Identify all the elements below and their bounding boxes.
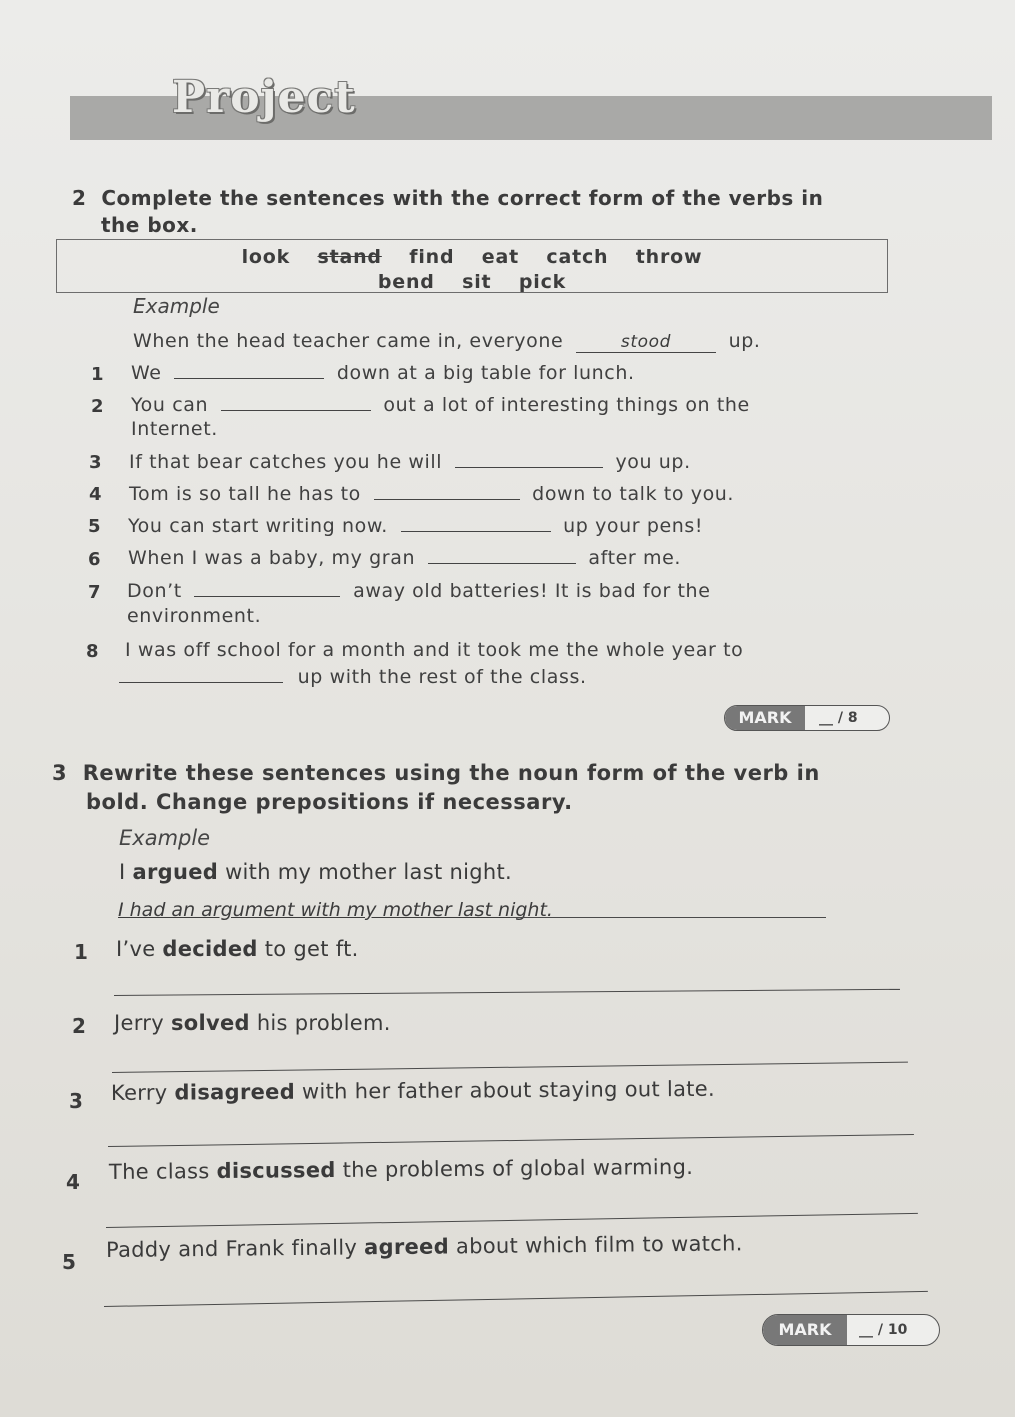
item-number: 2: [72, 1014, 86, 1038]
answer-line[interactable]: [114, 989, 900, 996]
item-number: 7: [88, 582, 101, 603]
verb-box-row-1: [57, 246, 887, 268]
item-number: 3: [89, 452, 102, 473]
exercise-3-instruction: 3 Rewrite these sentences using the noun form of the verb in: [52, 761, 820, 785]
item-sentence-cont: up with the rest of the class.: [119, 666, 587, 688]
exercise-3-number: 3: [52, 761, 68, 785]
item-sentence: Jerry solved his problem.: [114, 1011, 391, 1035]
item-sentence-cont: Internet.: [131, 418, 218, 440]
item-sentence: I was off school for a month and it took me the whole year to: [125, 639, 744, 661]
exercise-2-instruction: 2 Complete the sentences with the correct form of the verbs in: [72, 186, 824, 210]
verb-word: eat: [481, 246, 519, 268]
item-sentence: You can start writing now. up your pens!: [128, 515, 704, 537]
answer-blank[interactable]: [119, 681, 283, 683]
item-sentence: You can out a lot of interesting things on the: [131, 394, 750, 416]
example-label: Example: [133, 294, 220, 318]
handwritten-answer: I had an argument with my mother last night.: [118, 899, 553, 921]
item-sentence: When I was a baby, my gran after me.: [128, 547, 682, 569]
verb-word: bend: [377, 271, 435, 293]
verb-word: look: [241, 246, 291, 268]
mark-label: MARK: [725, 706, 805, 730]
answer-line: [510, 917, 826, 918]
answer-blank[interactable]: [455, 466, 603, 468]
answer-blank[interactable]: [174, 377, 324, 379]
example-label: Example: [119, 826, 211, 850]
item-sentence: Tom is so tall he has to down to talk to you.: [129, 483, 735, 505]
item-number: 5: [88, 516, 101, 537]
example-sentence: I argued with my mother last night.: [119, 860, 512, 884]
item-sentence: If that bear catches you he will you up.: [129, 451, 691, 473]
item-sentence: The class discussed the problems of global warming.: [108, 1154, 694, 1184]
answer-line[interactable]: [106, 1213, 918, 1228]
verb-word: throw: [635, 246, 703, 268]
mark-score: __ / 10: [859, 1322, 908, 1338]
answer-blank[interactable]: [221, 409, 371, 411]
answer-blank[interactable]: [374, 498, 520, 500]
item-sentence-cont: environment.: [127, 605, 262, 627]
mark-box-exercise-2: [724, 705, 890, 731]
item-number: 5: [62, 1250, 76, 1274]
banner-title: Project: [172, 72, 356, 123]
verb-word-crossed: stand: [317, 246, 382, 268]
item-number: 4: [89, 484, 102, 505]
verb-word: catch: [546, 246, 609, 268]
item-sentence: We down at a big table for lunch.: [131, 362, 635, 384]
verb-word: find: [409, 246, 455, 268]
item-number: 8: [86, 641, 99, 662]
answer-blank[interactable]: [401, 530, 551, 532]
item-number: 3: [69, 1089, 83, 1113]
verb-box-row-2: [57, 271, 887, 293]
answer-line[interactable]: [108, 1134, 914, 1147]
answer-blank[interactable]: [428, 562, 576, 564]
verb-word: pick: [518, 271, 567, 293]
item-number: 6: [88, 549, 101, 570]
exercise-2-instruction-line2: the box.: [101, 213, 198, 237]
handwritten-answer: stood: [620, 332, 671, 352]
answer-blank[interactable]: [194, 595, 340, 597]
mark-box-exercise-3: [762, 1314, 940, 1346]
answer-line[interactable]: [104, 1291, 928, 1307]
item-number: 1: [91, 364, 104, 385]
item-number: 1: [74, 940, 88, 964]
item-number: 4: [66, 1170, 80, 1194]
verb-word: sit: [462, 271, 492, 293]
answer-line[interactable]: [112, 1062, 908, 1073]
item-sentence: Paddy and Frank finally agreed about which film to watch.: [105, 1231, 743, 1262]
item-number: 2: [91, 396, 104, 417]
verb-box: [56, 239, 888, 293]
exercise-2-number: 2: [72, 186, 87, 210]
item-sentence: I’ve decided to get ft.: [116, 937, 359, 961]
mark-label: MARK: [763, 1315, 847, 1345]
item-sentence: Don’t away old batteries! It is bad for the: [127, 580, 711, 602]
example-sentence: When the head teacher came in, everyone stood up.: [133, 330, 761, 352]
example-answer-blank: [576, 330, 716, 353]
item-sentence: Kerry disagreed with her father about staying out late.: [110, 1076, 716, 1105]
example-answer: [118, 899, 553, 921]
mark-score: __ / 8: [819, 710, 858, 726]
exercise-3-instruction-line2: bold. Change prepositions if necessary.: [86, 790, 573, 814]
